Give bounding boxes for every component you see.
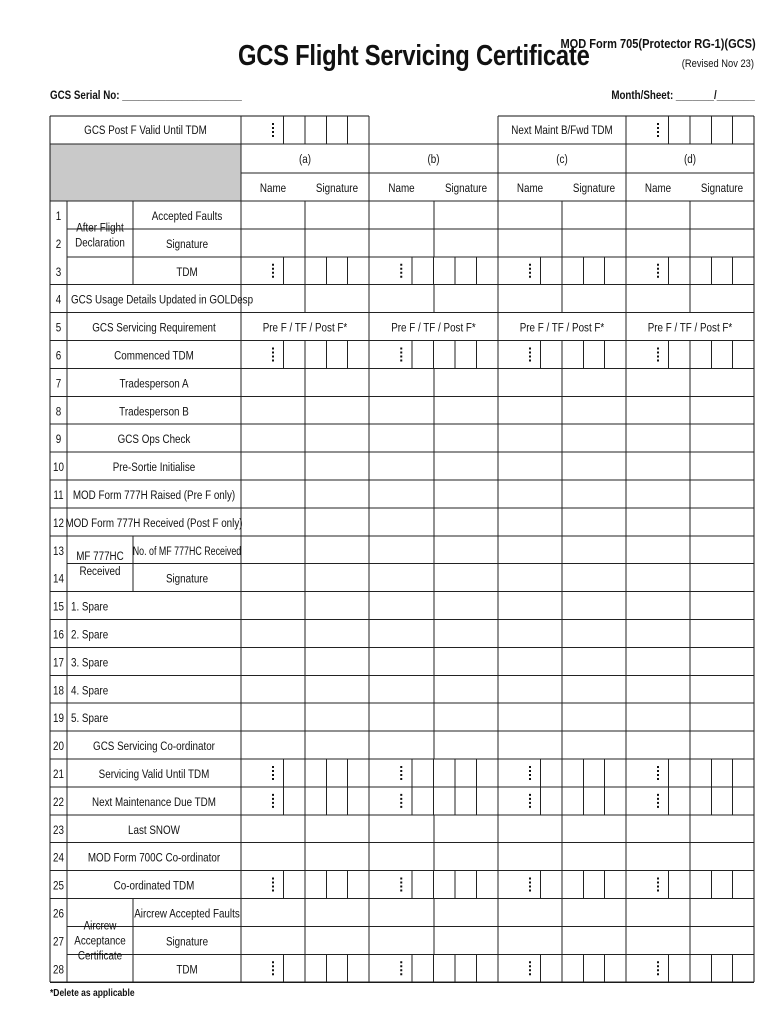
- row-number: 15: [53, 600, 64, 614]
- row-number: 27: [53, 935, 64, 949]
- row-label: Next Maintenance Due TDM: [92, 796, 216, 810]
- row-label: Pre-Sortie Initialise: [112, 461, 196, 475]
- row-label: 5. Spare: [71, 712, 109, 726]
- revision-note: (Revised Nov 23): [681, 58, 754, 70]
- name-column-header: Name: [516, 182, 544, 196]
- row-number: 26: [53, 907, 64, 921]
- mf777hc-received-label: Received: [79, 565, 121, 579]
- row-number: 2: [55, 238, 62, 252]
- row-number: 20: [53, 740, 64, 754]
- row-number: 4: [55, 293, 62, 307]
- row-label: Servicing Valid Until TDM: [98, 768, 210, 782]
- aircrew-acceptance-label: Aircrew: [83, 919, 117, 933]
- header-shade: [50, 144, 241, 201]
- mf777hc-received-label: MF 777HC: [76, 550, 124, 564]
- footnote: *Delete as applicable: [50, 988, 135, 999]
- row-number: 10: [53, 461, 64, 475]
- aircrew-acceptance-label: Acceptance: [74, 934, 126, 948]
- gcs-serial-field[interactable]: GCS Serial No: ______________________: [50, 90, 242, 102]
- row-number: 23: [53, 823, 64, 838]
- row-label: Commenced TDM: [114, 349, 194, 363]
- row-label: Tradesperson A: [119, 377, 189, 391]
- row-number: 22: [53, 796, 64, 810]
- group-header-a: (a): [298, 153, 312, 167]
- row-label: No. of MF 777HC Received: [132, 544, 242, 559]
- row-label: 1. Spare: [71, 600, 109, 614]
- signature-column-header: Signature: [444, 182, 488, 196]
- row-label: Aircrew Accepted Faults: [134, 907, 240, 921]
- row-number: 8: [55, 405, 62, 419]
- row-label: TDM: [176, 963, 198, 977]
- row-label: 2. Spare: [71, 628, 109, 642]
- row-label: 4. Spare: [71, 684, 109, 698]
- row-label: Tradesperson B: [119, 405, 189, 419]
- row-number: 18: [53, 684, 64, 698]
- row-number: 24: [53, 851, 64, 865]
- row-label: Signature: [165, 572, 209, 586]
- row-label: MOD Form 777H Raised (Pre F only): [72, 489, 236, 503]
- row-number: 3: [55, 265, 62, 280]
- row-label: 3. Spare: [71, 656, 109, 670]
- row-number: 16: [53, 628, 64, 642]
- row-number: 14: [53, 572, 64, 586]
- servicing-requirement-value: Pre F / TF / Post F*: [519, 321, 605, 335]
- row-number: 17: [53, 656, 64, 670]
- row-number: 5: [55, 321, 62, 335]
- row-label: Signature: [165, 935, 209, 949]
- next-maint-label: Next Maint B/Fwd TDM: [511, 124, 613, 138]
- row-number: 19: [53, 712, 64, 726]
- servicing-requirement-value: Pre F / TF / Post F*: [262, 321, 348, 335]
- row-label: TDM: [176, 265, 198, 280]
- row-label: GCS Servicing Requirement: [92, 321, 216, 335]
- row-number: 6: [55, 349, 62, 363]
- row-number: 21: [53, 768, 64, 782]
- post-f-valid-label: GCS Post F Valid Until TDM: [84, 124, 207, 138]
- signature-column-header: Signature: [572, 182, 616, 196]
- signature-column-header: Signature: [315, 182, 359, 196]
- aircrew-acceptance-label: Certificate: [77, 949, 123, 963]
- group-header-c: (c): [556, 153, 568, 167]
- row-number: 1: [55, 210, 62, 224]
- group-header-d: (d): [683, 153, 697, 167]
- row-label: GCS Ops Check: [117, 433, 191, 447]
- signature-column-header: Signature: [700, 182, 744, 196]
- row-label: Last SNOW: [128, 823, 180, 838]
- name-column-header: Name: [644, 182, 672, 196]
- row-number: 28: [53, 963, 64, 977]
- row-number: 25: [53, 879, 64, 893]
- name-column-header: Name: [259, 182, 287, 196]
- row-number: 11: [53, 489, 64, 503]
- row-label: MOD Form 700C Co-ordinator: [87, 851, 221, 865]
- row-label: GCS Usage Details Updated in GOLDesp: [71, 293, 254, 307]
- form-reference: MOD Form 705(Protector RG-1)(GCS): [560, 36, 756, 51]
- after-flight-declaration-label: After Flight: [76, 221, 124, 235]
- row-label: GCS Servicing Co-ordinator: [93, 740, 215, 754]
- after-flight-declaration-label: Declaration: [75, 236, 125, 250]
- row-number: 13: [53, 544, 64, 559]
- name-column-header: Name: [388, 182, 415, 196]
- row-label: Accepted Faults: [151, 210, 223, 224]
- row-number: 12: [53, 517, 64, 531]
- month-sheet-field[interactable]: Month/Sheet: _______/_______: [611, 90, 755, 102]
- row-number: 9: [55, 433, 62, 447]
- servicing-requirement-value: Pre F / TF / Post F*: [391, 321, 476, 335]
- form-title: GCS Flight Servicing Certificate: [238, 40, 590, 72]
- row-label: Signature: [165, 238, 209, 252]
- row-number: 7: [55, 377, 62, 391]
- servicing-requirement-value: Pre F / TF / Post F*: [647, 321, 733, 335]
- group-header-b: (b): [427, 153, 440, 167]
- row-label: MOD Form 777H Received (Post F only): [65, 517, 243, 531]
- row-label: Co-ordinated TDM: [113, 879, 195, 893]
